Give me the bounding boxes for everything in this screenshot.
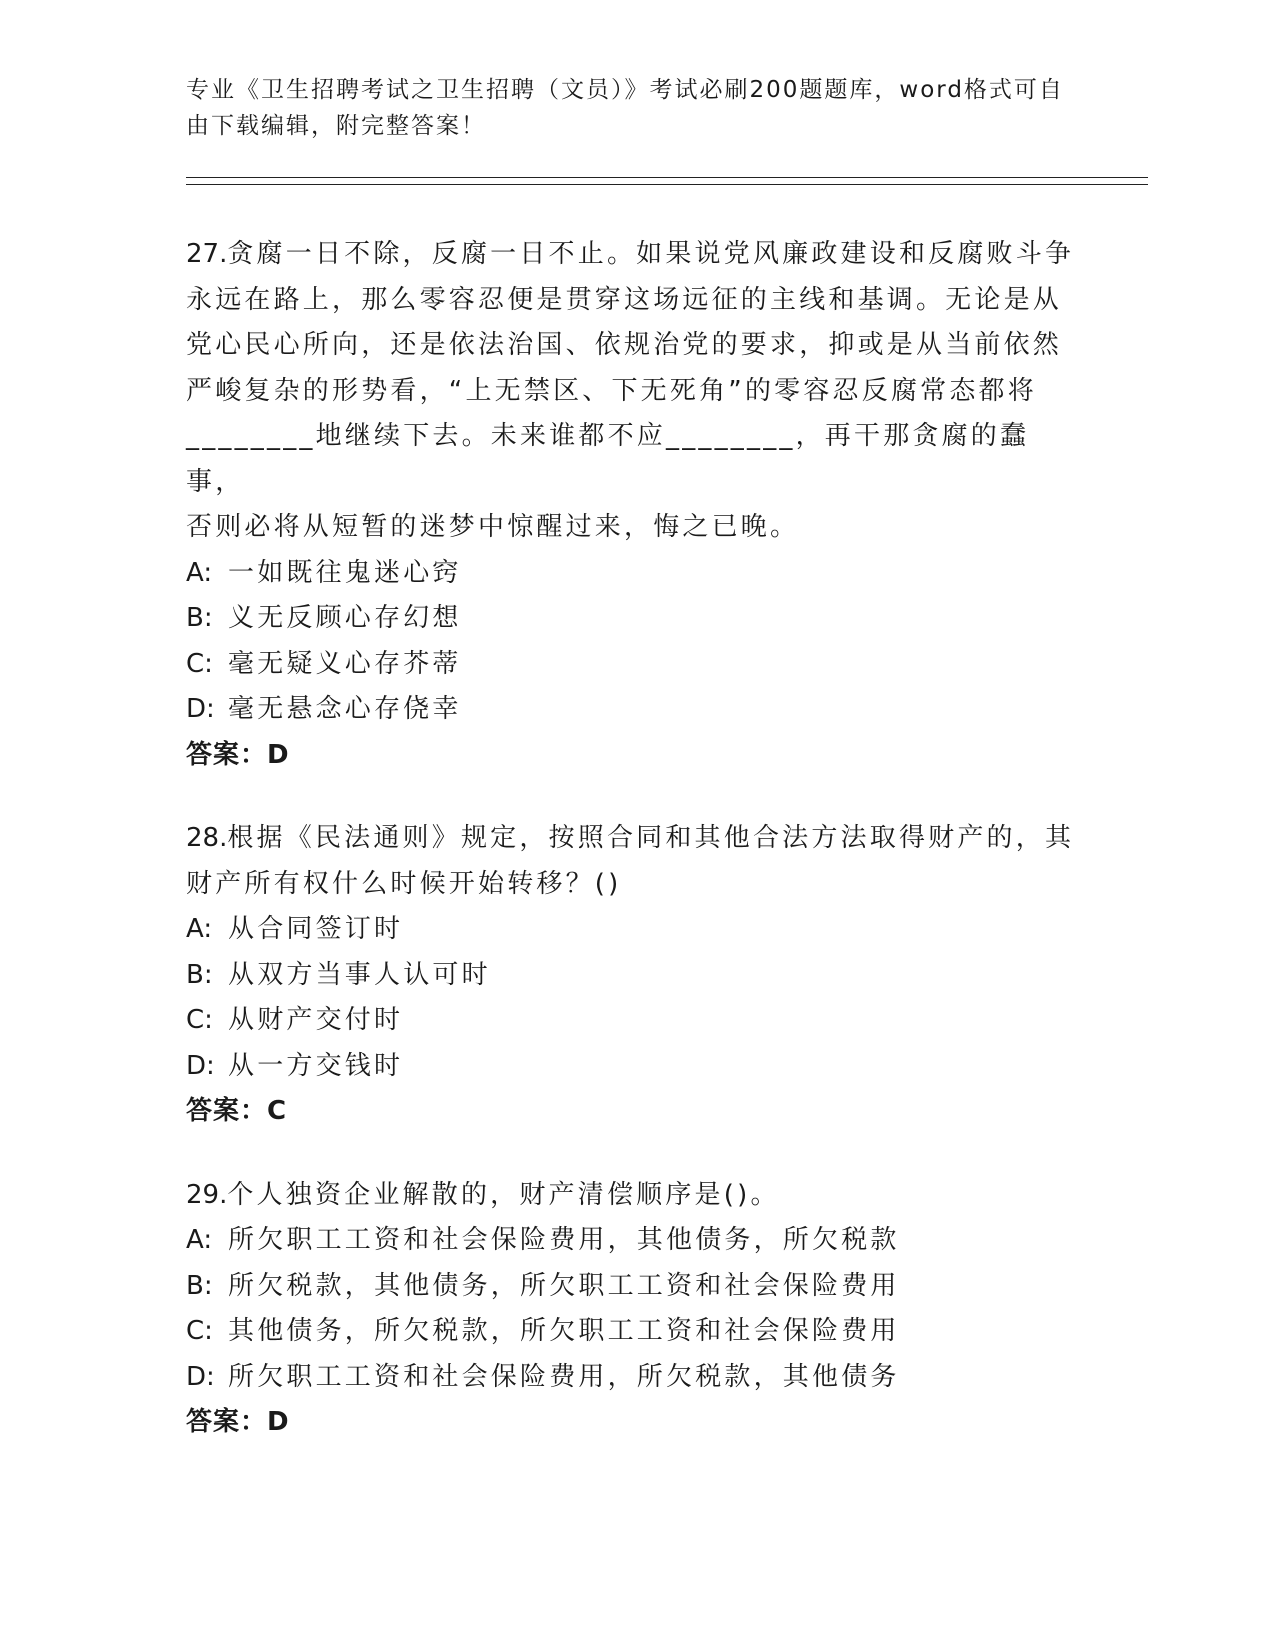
option-b [186,596,1086,642]
option-d [186,1044,1086,1090]
option-key: C: [186,1005,213,1035]
answer-line: 答案：C [186,1096,288,1126]
question-stem [186,816,1086,907]
option-b [186,1264,1086,1310]
option-key: A: [186,557,213,588]
option-d [186,1355,1086,1401]
option-key: C: [186,1316,213,1346]
question-28 [186,816,1086,1135]
question-stem [186,232,1086,551]
option-b [186,953,1086,999]
option-c [186,1309,1086,1355]
option-key: A: [186,1225,213,1255]
answer-line: 答案：D [186,1407,290,1437]
option-a [186,551,1086,597]
question-number: 29. [186,1179,228,1210]
option-text: 其他债务，所欠税款，所欠职工工资和社会保险费用 [228,1316,900,1346]
header-double-rule [186,177,1148,185]
question-29 [186,1173,1086,1446]
option-text: 一如既往鬼迷心窍 [228,557,462,588]
option-key: A: [186,914,213,944]
option-text: 义无反顾心存幻想 [228,603,462,633]
question-number: 28. [186,823,228,853]
question-line: 永远在路上，那么零容忍便是贯穿这场远征的主线和基调。无论是从 [186,284,1063,315]
option-d [186,687,1086,733]
option-text: 毫无悬念心存侥幸 [228,694,462,724]
option-c [186,642,1086,688]
option-a [186,907,1086,953]
option-key: D: [186,1361,215,1392]
option-text: 毫无疑义心存芥蒂 [228,648,462,679]
question-number: 27. [186,239,228,269]
option-key: D: [186,694,215,724]
question-line: ________地继续下去。未来谁都不应________，再干那贪腐的蠢事， [186,421,1030,497]
header-line-2: 由下载编辑，附完整答案！ [186,113,486,139]
option-text: 所欠职工工资和社会保险费用，其他债务，所欠税款 [228,1225,900,1255]
option-text: 从财产交付时 [228,1005,404,1035]
question-line: 党心民心所向，还是依法治国、依规治党的要求，抑或是从当前依然 [186,330,1063,360]
header-line-1: 专业《卫生招聘考试之卫生招聘（文员）》考试必刷200题题库，word格式可自 [186,77,1064,103]
question-line: 财产所有权什么时候开始转移？() [186,868,622,899]
document-header [186,72,1066,144]
option-text: 从一方交钱时 [228,1050,404,1081]
question-line: 严峻复杂的形势看，“上无禁区、下无死角”的零容忍反腐常态都将 [186,375,1037,406]
option-text: 所欠职工工资和社会保险费用，所欠税款，其他债务 [228,1361,900,1392]
answer-line: 答案：D [186,739,290,770]
option-a [186,1218,1086,1264]
question-line: 根据《民法通则》规定，按照合同和其他合法方法取得财产的，其 [227,823,1075,853]
option-key: C: [186,648,213,679]
option-c [186,998,1086,1044]
option-key: D: [186,1050,215,1081]
option-key: B: [186,1270,213,1301]
question-27 [186,232,1086,778]
option-key: B: [186,959,213,990]
question-list [186,232,1086,1484]
question-line: 贪腐一日不除，反腐一日不止。如果说党风廉政建设和反腐败斗争 [227,239,1075,269]
option-text: 所欠税款，其他债务，所欠职工工资和社会保险费用 [228,1270,900,1301]
question-line: 否则必将从短暂的迷梦中惊醒过来，悔之已晚。 [186,512,800,542]
option-text: 从合同签订时 [228,914,404,944]
question-line: 个人独资企业解散的，财产清偿顺序是()。 [227,1179,780,1210]
option-key: B: [186,603,213,633]
question-stem [186,1173,1086,1219]
option-text: 从双方当事人认可时 [228,959,491,990]
